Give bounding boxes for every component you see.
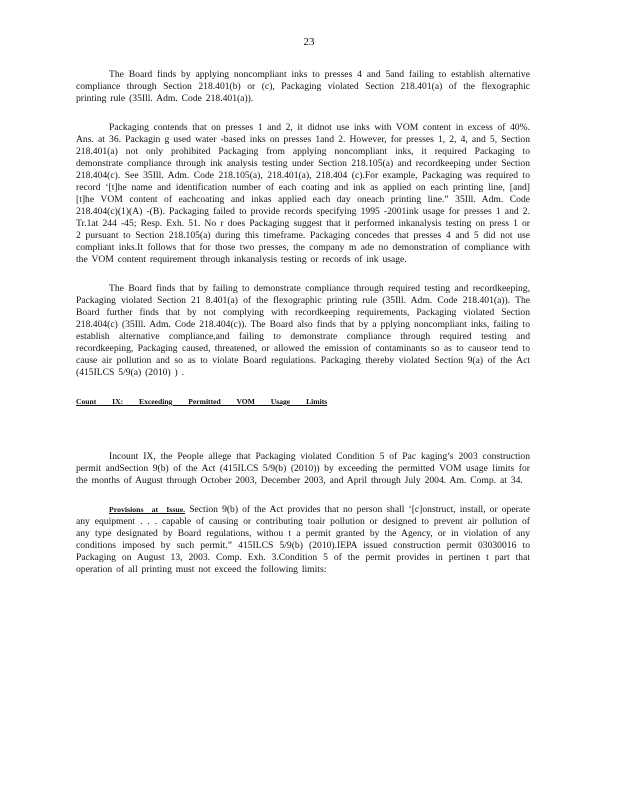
paragraph-board-finding-recordkeeping: The Board finds that by failing to demonstrate compliance through required testing and recordkeeping, Packaging violated Section 21 8.401(a) of the flexographic printing rule (35Ill. Adm. Code 218.401(a)). The Board further finds that by not complying with recordkeeping requirements, Packaging violated Section 218.404(c) (35Ill. Adm. Code 218.404(c)). The Board also finds that by a pplying noncompliant inks, failing to establish alternative compliance,and failing to demonstrate compliance through required testing and recordkeeping, Packaging caused, threatened, or allowed the emission of contaminants so as to causeor tend to cause air pollution and so as to violate Board regulations. Packaging thereby violated Section 9(a) of the Act (415ILCS 5/9(a) (2010) ) .: [76, 283, 530, 378]
paragraph-provisions-at-issue: [76, 504, 530, 576]
count-ix-heading: Count IX: Exceeding Permitted VOM Usage Limits: [76, 397, 328, 406]
paragraph-board-finding-presses-4-5: The Board finds by applying noncompliant inks to presses 4 and 5and failing to establish alternative compliance through Section 218.401(b) or (c), Packaging violated Section 218.401(a) of the flexographic printing rule (35Ill. Adm. Code 218.401(a)).: [76, 69, 530, 104]
paragraph-count-ix-allegation: Incount IX, the People allege that Packaging violated Condition 5 of Pac kaging’s 2003 construction permit andSection 9(b) of the Act (415ILCS 5/9(b) (2010)) by exceeding the permitted VOM usage limits for the months of August through October 2003, December 2003, and April through July 2004. Am. Comp. at 34.: [76, 451, 530, 486]
count-ix-heading-wrap: [76, 396, 530, 429]
paragraph-packaging-contends: Packaging contends that on presses 1 and 2, it didnot use inks with VOM content in excess of 40%. Ans. at 36. Packagin g used water -based inks on presses 1and 2. However, for presses 1, 2, 4, and 5, Section 218.401(a) not only prohibited Packaging from applying noncompliant inks, it required Packaging to demonstrate compliance through ink analysis testing under Section 218.105(a) and recordkeeping under Section 218.404(c). See 35Ill. Adm. Code 218.105(a), 218.401(a), 218.404 (c).For example, Packaging was required to record ‘[t]he name and identification number of each coating and ink as applied on each printing line, [and] [t]he VOM content of eachcoating and inkas applied each day oneach printing line.” 35Ill. Adm. Code 218.404(c)(1)(A) -(B). Packaging failed to provide records specifying 1995 -2001ink usage for presses 1 and 2. Tr.1at 244 -45; Resp. Exh. 51. No r does Packaging suggest that it performed inkanalysis testing on press 1 or 2 pursuant to Section 218.105(a) during this timeframe. Packaging concedes that presses 4 and 5 did not use compliant inks.It follows that for those two presses, the company m ade no demonstration of compliance with the VOM content requirement through inkanalysis testing or records of ink usage.: [76, 122, 530, 265]
provisions-text: Section 9(b) of the Act provides that no person shall ‘[c]onstruct, install, or operate any equipment . . . capable of causing or contributing toair pollution or designed to prevent air pollution of any type designated by Board regulations, withou t a permit granted by the Agency, or in violation of any conditions imposed by such permit.” 415ILCS 5/9(b) (2010).IEPA issued construction permit 03030016 to Packaging on August 13, 2003. Comp. Exh. 3.Condition 5 of the permit provides in pertinen t part that operation of all printing must not exceed the following limits:: [76, 504, 530, 575]
page-number: 23: [303, 36, 315, 48]
provisions-heading: Provisions at Issue.: [109, 505, 186, 514]
document-body: [76, 69, 530, 593]
